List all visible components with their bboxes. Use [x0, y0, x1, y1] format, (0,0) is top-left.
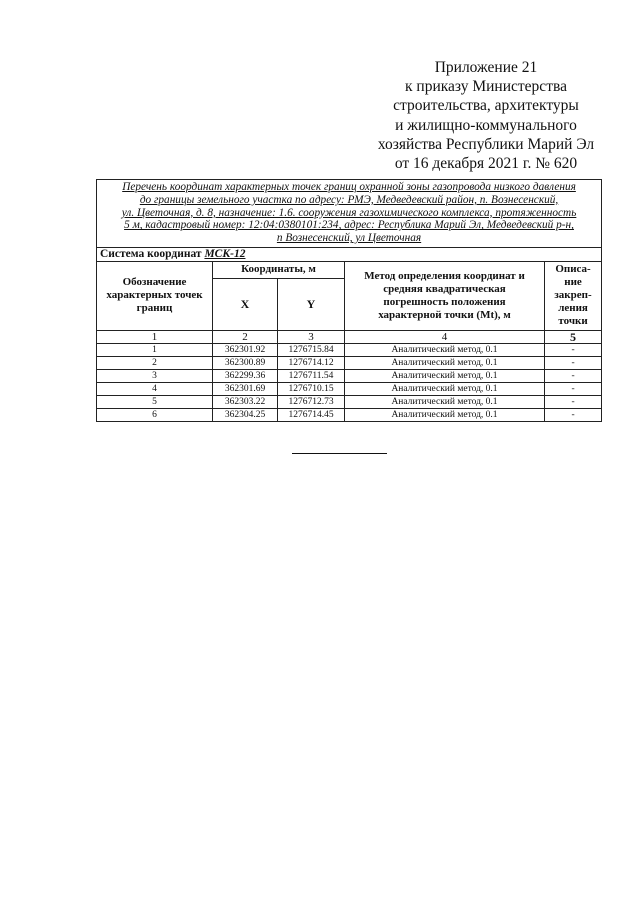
column-numbers-row — [97, 330, 602, 343]
table-row — [97, 356, 602, 369]
header-row — [97, 261, 602, 278]
method-value: Аналитический метод, 0.1 — [345, 343, 545, 356]
point-number: 4 — [97, 382, 213, 395]
point-number: 5 — [97, 395, 213, 408]
caption-line: 5 м, кадастровый номер: 12:04:0380101:234, адрес: Республика Марий Эл, Медведевский р-н, — [124, 219, 574, 232]
point-number: 3 — [97, 369, 213, 382]
description-value: - — [545, 408, 602, 421]
header-description: Описа-ние закреп-ления точки — [545, 261, 602, 330]
header-line: строительства, архитектуры — [393, 97, 579, 115]
header-y: Y — [278, 278, 345, 330]
x-value: 362301.92 — [213, 343, 278, 356]
header-line: к приказу Министерства — [405, 78, 567, 96]
y-value: 1276715.84 — [278, 343, 345, 356]
point-number: 2 — [97, 356, 213, 369]
header-line: хозяйства Республики Марий Эл — [377, 135, 595, 153]
table-row — [97, 369, 602, 382]
method-value: Аналитический метод, 0.1 — [345, 369, 545, 382]
header-method: Метод определения координат и средняя квадратическая погрешность положения характерной точки (Mt), м — [345, 261, 545, 330]
caption-line: п Вознесенский, ул Цветочная — [276, 232, 422, 245]
appendix-header — [345, 58, 627, 173]
x-value: 362300.89 — [213, 356, 278, 369]
header-point: Обозначение характерных точек границ — [97, 261, 213, 330]
x-value: 362303.22 — [213, 395, 278, 408]
y-value: 1276712.73 — [278, 395, 345, 408]
caption-row — [97, 180, 602, 248]
y-value: 1276714.45 — [278, 408, 345, 421]
table-row — [97, 382, 602, 395]
description-value: - — [545, 356, 602, 369]
col-number: 2 — [213, 330, 278, 343]
x-value: 362299.36 — [213, 369, 278, 382]
description-value: - — [545, 343, 602, 356]
col-number: 3 — [278, 330, 345, 343]
header-line: Приложение 21 — [434, 59, 538, 76]
col-number: 5 — [545, 330, 602, 343]
method-value: Аналитический метод, 0.1 — [345, 408, 545, 421]
system-value: МСК-12 — [204, 248, 246, 261]
x-value: 362304.25 — [213, 408, 278, 421]
closing-divider — [292, 453, 387, 454]
header-line: и жилищно-коммунального — [395, 116, 577, 134]
point-number: 6 — [97, 408, 213, 421]
table-caption — [97, 180, 602, 248]
system-row — [97, 247, 602, 261]
y-value: 1276714.12 — [278, 356, 345, 369]
caption-line: до границы земельного участка по адресу: РМЭ, Медведевский район, п. Вознесенский, — [139, 193, 559, 206]
description-value: - — [545, 369, 602, 382]
caption-line: Перечень координат характерных точек границ охранной зоны газопровода низкого давления — [122, 181, 576, 193]
table-row — [97, 408, 602, 421]
caption-line: ул. Цветочная, д. 8, назначение: 1.6. сооружения газохимического комплекса, протяженность — [121, 206, 577, 219]
x-value: 362301.69 — [213, 382, 278, 395]
system-label: Система координат — [100, 248, 202, 261]
coordinates-table — [96, 179, 602, 422]
col-number: 4 — [345, 330, 545, 343]
y-value: 1276711.54 — [278, 369, 345, 382]
description-value: - — [545, 382, 602, 395]
description-value: - — [545, 395, 602, 408]
header-coordinates: Координаты, м — [213, 261, 345, 278]
y-value: 1276710.15 — [278, 382, 345, 395]
method-value: Аналитический метод, 0.1 — [345, 382, 545, 395]
method-value: Аналитический метод, 0.1 — [345, 356, 545, 369]
header-line: от 16 декабря 2021 г. № 620 — [394, 155, 578, 173]
method-value: Аналитический метод, 0.1 — [345, 395, 545, 408]
table-row — [97, 395, 602, 408]
header-x: X — [213, 278, 278, 330]
coordinate-system — [97, 247, 602, 261]
table-row — [97, 343, 602, 356]
col-number: 1 — [97, 330, 213, 343]
point-number: 1 — [97, 343, 213, 356]
